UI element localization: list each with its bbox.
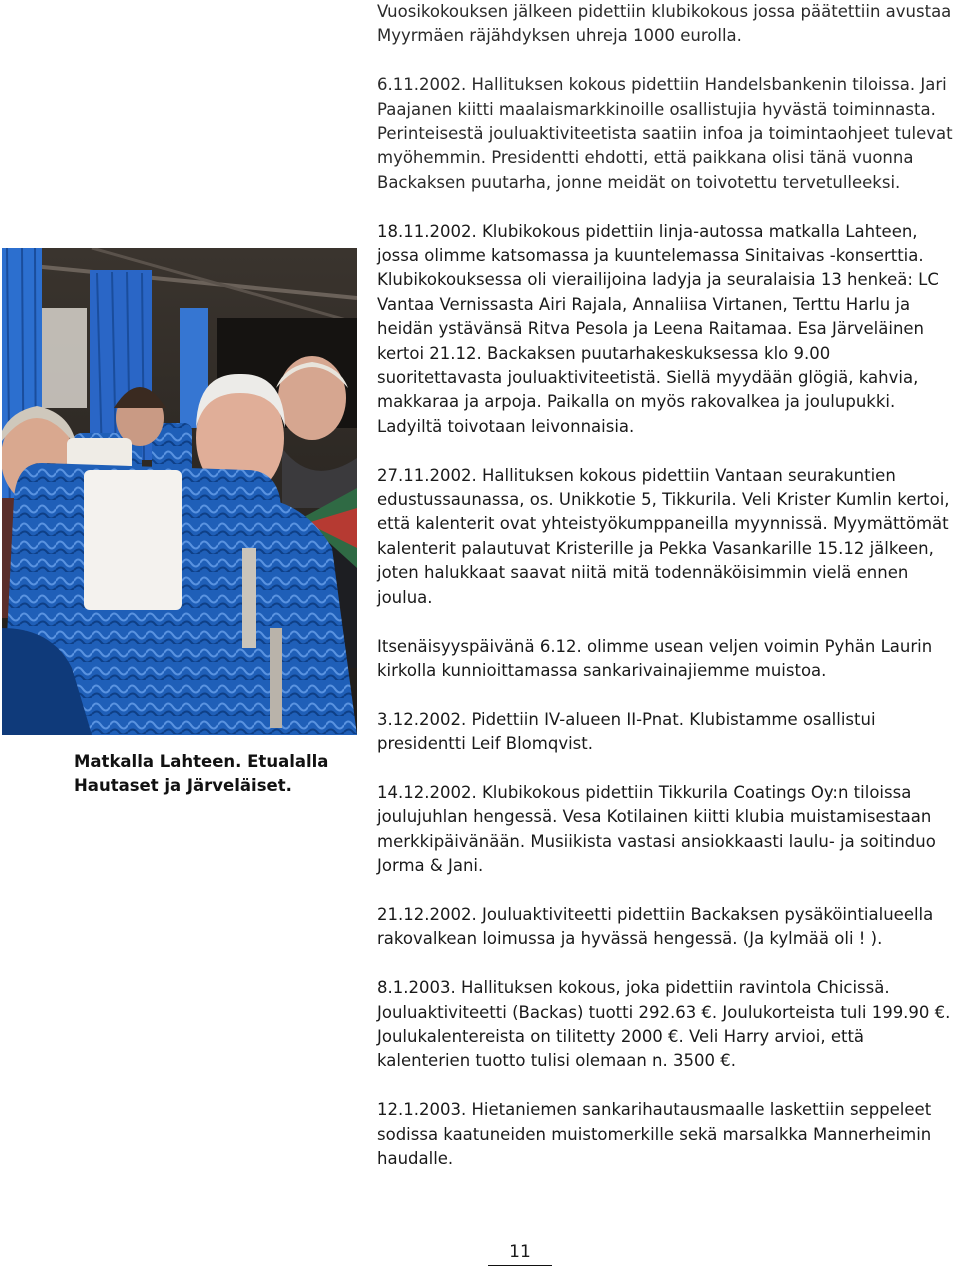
paragraph: 6.11.2002. Hallituksen kokous pidettiin Handelsbankenin tiloissa. Jari Paajanen kiitti maalaismarkkinoille osallistujia hyvästä toiminnasta. Perinteisestä jouluaktiviteetista saatiin infoa ja toimintaohjeet tulevat myöhemmin. Presidentti ehdotti, että paikkana olisi tänä vuonna Backaksen puutarha, jonne meidät on toivotettu tervetulleeksi. — [377, 75, 953, 192]
paragraph: 12.1.2003. Hietaniemen sankarihautausmaalle laskettiin seppeleet sodissa kaatuneiden muistomerkille sekä marsalkka Mannerheimin haudalle. — [377, 1100, 932, 1168]
paragraph: 21.12.2002. Jouluaktiviteetti pidettiin Backaksen pysäköintialueella rakovalkean loimussa ja hyvässä hengessä. (Ja kylmää oli ! ). — [377, 904, 934, 949]
paragraph: 3.12.2002. Pidettiin IV-alueen II-Pnat. Klubistamme osallistui presidentti Leif Blomqvist. — [377, 709, 876, 754]
bus-photo — [2, 248, 357, 735]
paragraph: Vuosikokouksen jälkeen pidettiin klubikokous jossa päätettiin avustaa Myyrmäen räjähdyksen uhreja 1000 eurolla. — [377, 2, 952, 46]
paragraph: 8.1.2003. Hallituksen kokous, joka pidettiin ravintola Chicissä. Jouluaktiviteetti (Backas) tuotti 292.63 €. Joulukorteista tuli 199.90 €. Joulukalentereista on tilitetty 2000 €. Veli Harry arvioi, että kalenterien tuotto tulisi olemaan n. 3500 €. — [377, 978, 951, 1071]
passenger-face — [278, 356, 346, 440]
page-number-underline — [488, 1265, 552, 1266]
paragraph: Itsenäisyyspäivänä 6.12. olimme usean veljen voimin Pyhän Laurin kirkolla kunnioittamassa sankarivainajiemme muistoa. — [377, 636, 933, 680]
article-text — [377, 0, 957, 1196]
paragraph: 18.11.2002. Klubikokous pidettiin linja-autossa matkalla Lahteen, jossa olimme katsomassa ja kuuntelemassa Sinitaivas -konserttia. Klubikokouksessa oli vierailijoina ladyja ja seuralaisia 13 henkeä: LC Vantaa Vernissasta Airi Rajala, Annaliisa Virtanen, Terttu Harlu ja heidän ystävänsä Ritva Pesola ja Leena Raitamaa. Esa Järveläinen kertoi 21.12. Backaksen puutarhakeskuksessa klo 9.00 suoritettavasta jouluaktiviteetistä. Siellä myydään glögiä, kahvia, makkaraa ja arpoja. Paikalla on myös rakovalkea ja joulupukki. Ladyiltä toivotaan leivonnaisia. — [377, 221, 939, 436]
paragraph: 27.11.2002. Hallituksen kokous pidettiin Vantaan seurakuntien edustussaunassa, os. Unikkotie 5, Tikkurila. Veli Krister Kumlin kertoi, että kalenterit ovat yhteistyökumppaneilla myynnissä. Myymättömät kalenterit palautuvat Kristerille ja Pekka Vasankarille 15.12 jälkeen, joten halukkaat saavat niitä mitä todennäköisimmin vielä ennen joulua. — [377, 465, 950, 607]
bus-interior-illustration — [2, 248, 357, 735]
page-number: 11 — [509, 1242, 531, 1262]
seat-headrest-cover — [84, 470, 182, 610]
paragraph: 14.12.2002. Klubikokous pidettiin Tikkurila Coatings Oy:n tiloissa joulujuhlan hengessä. Vesa Kotilainen kiitti klubia muistamisestaan merkkipäivänään. Musiikista vastasi ansiokkaasti laulu- ja soitinduo Jorma & Jani. — [377, 782, 936, 876]
photo-caption: Matkalla Lahteen. Etualalla Hautaset ja Järveläiset. — [74, 752, 329, 795]
